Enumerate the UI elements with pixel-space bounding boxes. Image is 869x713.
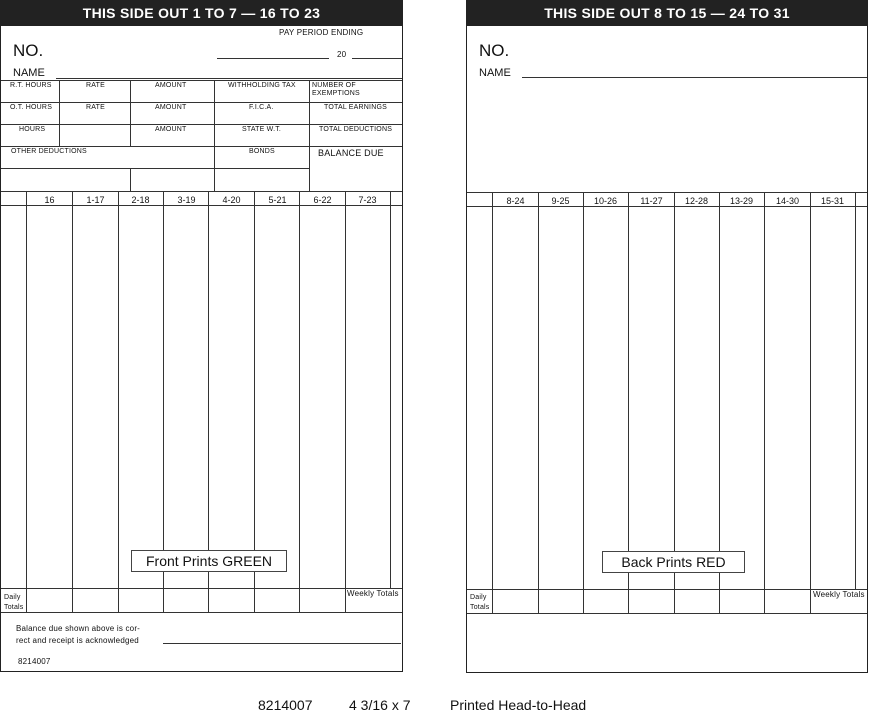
day-column-header: 9-25 (551, 196, 570, 206)
grid-line (1, 588, 402, 589)
name-line[interactable] (522, 77, 867, 78)
pay-period-year-line[interactable] (352, 58, 402, 59)
day-column-header: 1-17 (86, 195, 105, 205)
exemptions-label: NUMBER OF EXEMPTIONS (312, 82, 360, 97)
grid-line (1, 124, 402, 125)
back-banner: THIS SIDE OUT 8 TO 15 — 24 TO 31 (467, 1, 867, 26)
grid-line (1, 146, 402, 147)
front-card (0, 0, 403, 672)
grid-line (1, 612, 402, 613)
day-column-header: 15-31 (820, 196, 845, 206)
grid-line (1, 80, 402, 81)
grid-line (1, 102, 402, 103)
grid-line (467, 613, 867, 614)
year-prefix: 20 (337, 50, 347, 59)
grid-line (674, 192, 675, 613)
day-column-header: 12-28 (684, 196, 709, 206)
grid-line (719, 192, 720, 613)
grid-line (492, 192, 493, 613)
back-card (466, 0, 868, 673)
day-column-header: 5-21 (268, 195, 287, 205)
form-number: 8214007 (18, 657, 51, 666)
grid-line (1, 191, 402, 192)
grid-line (214, 80, 215, 191)
grid-line (467, 589, 867, 590)
grid-line (855, 192, 856, 589)
product-number: 8214007 (258, 697, 313, 713)
other-deductions-label: OTHER DEDUCTIONS (11, 148, 87, 155)
grid-line (1, 168, 309, 169)
grid-line (467, 192, 867, 193)
day-column-header: 8-24 (506, 196, 525, 206)
pay-period-ending-label: PAY PERIOD ENDING (279, 28, 364, 37)
rate-label: RATE (86, 82, 105, 89)
receipt-text-line2: rect and receipt is acknowledged (16, 636, 139, 645)
day-column-header: 16 (44, 195, 55, 205)
grid-line (309, 80, 310, 191)
grid-line (130, 168, 131, 191)
grid-line (810, 192, 811, 613)
grid-line (72, 191, 73, 612)
day-column-header: 6-22 (313, 195, 332, 205)
withholding-tax-label: WITHHOLDING TAX (228, 82, 296, 89)
balance-due-label: BALANCE DUE (318, 148, 384, 158)
day-column-header: 3-19 (177, 195, 196, 205)
day-column-header: 4-20 (222, 195, 241, 205)
grid-line (345, 191, 346, 612)
rt-hours-label: R.T. HOURS (10, 82, 52, 89)
total-deductions-label: TOTAL DEDUCTIONS (319, 126, 393, 133)
grid-line (583, 192, 584, 613)
front-banner: THIS SIDE OUT 1 TO 7 — 16 TO 23 (1, 1, 402, 26)
grid-line (163, 191, 164, 612)
grid-line (26, 191, 27, 612)
day-column-header: 10-26 (593, 196, 618, 206)
name-line[interactable] (56, 78, 402, 79)
rate-label: RATE (86, 104, 105, 111)
grid-line (467, 206, 867, 207)
day-column-header: 11-27 (640, 196, 663, 206)
amount-label: AMOUNT (155, 104, 187, 111)
pay-period-date-line[interactable] (217, 58, 329, 59)
fica-label: F.I.C.A. (249, 104, 274, 111)
day-column-header: 2-18 (131, 195, 150, 205)
daily-totals-label: Daily Totals (470, 594, 490, 611)
employee-number-label: NO. (13, 41, 44, 60)
grid-line (538, 192, 539, 613)
day-column-header: 14-30 (775, 196, 800, 206)
state-wt-label: STATE W.T. (242, 126, 282, 133)
employee-number-label: NO. (479, 41, 510, 60)
front-prints-label: Front Prints GREEN (131, 550, 287, 572)
card-size: 4 3/16 x 7 (349, 697, 411, 713)
grid-line (764, 192, 765, 613)
ot-hours-label: O.T. HOURS (10, 104, 53, 111)
daily-totals-label: Daily Totals (4, 594, 24, 611)
amount-label: AMOUNT (155, 82, 187, 89)
weekly-totals-label: Weekly Totals (347, 589, 399, 598)
weekly-totals-label: Weekly Totals (813, 590, 865, 599)
print-note: Printed Head-to-Head (450, 697, 587, 713)
grid-line (130, 80, 131, 146)
total-earnings-label: TOTAL EARNINGS (324, 104, 387, 111)
grid-line (118, 191, 119, 612)
hours-label: HOURS (19, 126, 46, 133)
grid-line (628, 192, 629, 613)
grid-line (254, 191, 255, 612)
signature-line[interactable] (163, 643, 401, 644)
bonds-label: BONDS (249, 148, 275, 155)
day-column-header: 7-23 (358, 195, 377, 205)
grid-line (390, 191, 391, 588)
amount-label: AMOUNT (155, 126, 187, 133)
receipt-text-line1: Balance due shown above is cor- (16, 624, 141, 633)
back-prints-label: Back Prints RED (602, 551, 745, 573)
day-column-header: 13-29 (729, 196, 754, 206)
grid-line (208, 191, 209, 612)
grid-line (59, 80, 60, 146)
name-label: NAME (13, 67, 45, 79)
grid-line (1, 205, 402, 206)
grid-line (299, 191, 300, 612)
name-label: NAME (479, 67, 511, 79)
